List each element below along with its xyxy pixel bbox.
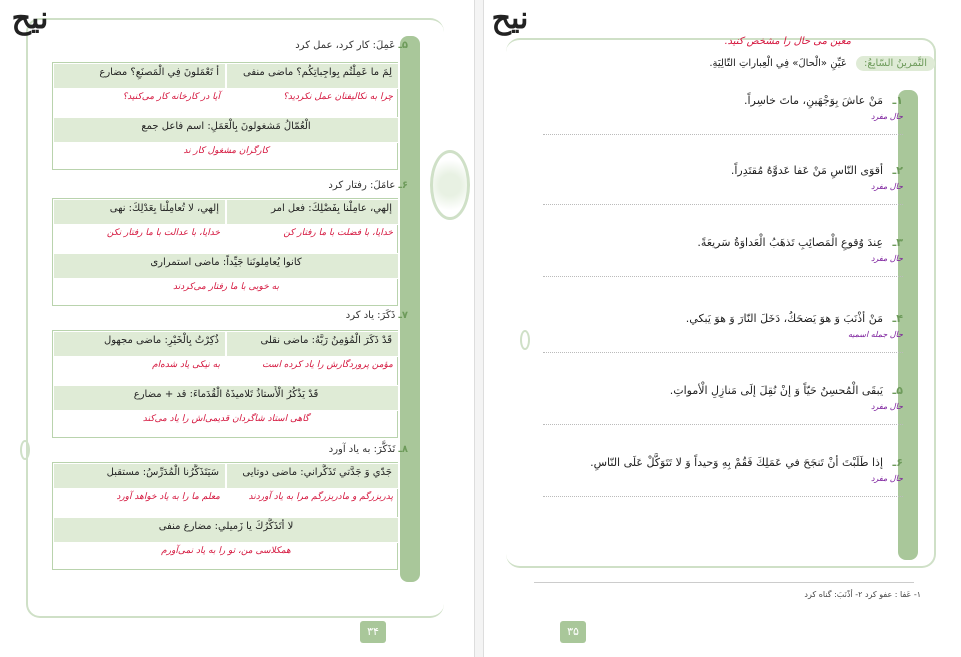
question-number: ۴ـ [892,312,903,325]
question-item [523,456,903,483]
table-cell-arabic: لِمَ ما عَمِلْتُم بِواجِباتِكُم؟ ماضی منفی [226,63,399,89]
table-cell-persian: به نیکی یاد شده‌ام [152,360,220,370]
question-answer: حال مفرد [870,182,903,191]
question-answer: حال مفرد [870,402,903,411]
table-cell-arabic: إلهي، لا تُعامِلْنا بِعَدْلِكَ: نهی [53,199,226,225]
table-cell-arabic: قَدْ يَذْكُرُ الْأُستاذُ تَلاميذَهُ الْقُدَماءَ: قد + مضارع [53,385,399,411]
handwritten-note: معین می حال را مشخص کنید. [724,36,851,47]
section-7-table [52,330,398,438]
question-answer: حال مفرد [870,254,903,263]
table-cell-persian: آیا در کارخانه کار می‌کنید؟ [122,92,220,102]
table-cell-arabic: إلهي، عامِلْنا بِفَضْلِكَ: فعل امر [226,199,399,225]
table-cell-arabic: الْعُمّالُ مَشغولونَ بِالْعَمَلِ: اسم فاعل جمع [53,117,399,143]
footnote-divider [534,582,914,583]
question-text: يَبقَى الْمُحسِنُ حَيّاً وَ إنْ نُقِلَ إلَى مَنازِلِ الْأمواتِ. [669,384,884,397]
question-text: مَنْ عاشَ بِوَجْهَينِ، ماتَ خاسِراً. [743,94,884,107]
question-item [523,164,903,191]
left-page [0,0,474,657]
question-answer: حال مفرد [870,112,903,121]
question-text: عِندَ وُقوعِ الْمَصائِبِ تَذهَبُ الْعَداوَةُ سَريعَةً. [697,236,884,249]
section-8-head [329,444,408,455]
exercise-title [709,56,935,71]
section-5-table [52,62,398,170]
question-number: ۵ـ [892,384,903,397]
section-title: عامَلَ: رفتار کرد [328,180,396,191]
section-title: عَمِلَ: کار کرد، عمل کرد [295,40,396,51]
section-title: تَذَكَّرَ: به یاد آورد [328,444,396,455]
question-text: مَنْ أذْنَبَ وَ هوَ يَضحَكُ، دَخَلَ النّارَ وَ هوَ يَبكي. [685,312,884,325]
question-item [523,312,903,339]
section-number: ۶ـ [398,180,408,191]
section-6-table [52,198,398,306]
section-5-head [295,40,408,51]
small-ornament-icon [20,440,30,460]
table-cell-persian: گاهی استاد شاگردان قدیمی‌اش را یاد می‌کند [142,414,310,424]
section-number: ۸ـ [398,444,408,455]
answer-line [543,424,903,425]
table-cell-persian: معلم ما را به یاد خواهد آورد [116,492,220,502]
question-number: ۶ـ [892,456,903,469]
exercise-tag: التَّمرينُ السّابِعُ: [856,56,935,71]
question-number: ۱ـ [892,94,903,107]
section-7-head [346,310,408,321]
section-number: ۵ـ [398,40,408,51]
table-cell-persian: چرا به نکالیفتان عمل نکردید؟ [283,92,393,102]
book-gutter [474,0,484,657]
question-text: أقوَى النّاسِ مَنْ عَفا عَدوَّهُ مُقتَدِراً. [730,164,884,177]
answer-line [543,134,903,135]
table-cell-arabic: سَيَتَذَكَّرُنا الْمُدَرِّسُ: مستقبل [53,463,226,489]
section-6-head [328,180,408,191]
question-item [523,384,903,411]
question-item [523,236,903,263]
question-number: ۲ـ [892,164,903,177]
answer-line [543,496,903,497]
question-text: إذا طَلَبْتَ أنْ تَنجَحَ في عَمَلِكَ فَقُمْ بِهِ وَحيداً وَ لا تَتَوَكَّلْ عَلَى النّاسِ. [590,456,884,469]
ornament-icon [430,150,470,220]
footnote: ۱- عَفا : عفو کرد ۲- أذْنَبَ: گناه کرد [804,590,921,599]
answer-line [543,276,903,277]
exercise-instruction: عَيِّنِ «الْحالَ» فِي الْعِباراتِ التّالِيَةِ. [709,58,847,69]
table-cell-persian: پدربزرگم و مادربزرگم مرا به یاد آوردند [248,492,393,502]
answer-line [543,204,903,205]
table-cell-persian: همکلاسی من، تو را به یاد نمی‌آورم [161,546,291,556]
section-8-table [52,462,398,570]
answer-line [543,352,903,353]
question-answer: حال مفرد [870,474,903,483]
page-number: ۳۵ [560,621,586,643]
question-answer: حال جمله اسمیه [847,330,903,339]
section-title: ذَكَرَ: یاد کرد [345,310,396,321]
table-cell-arabic: لا أتَذَكَّرُكَ يا زَميلي: مضارع منفی [53,517,399,543]
left-green-bar [400,36,420,582]
table-cell-arabic: جَدّي وَ جَدَّتي تَذَكَّراني: ماضی دوتایی [226,463,399,489]
section-number: ۷ـ [398,310,408,321]
table-cell-arabic: أ تَعْمَلونَ فِي الْمَصنَعِ؟ مضارع [53,63,226,89]
table-cell-arabic: ذُكِرْتُ بِالْخَيْرِ: ماضی مجهول [53,331,226,357]
table-cell-persian: به خوبی با ما رفتار می‌کردند [173,282,279,292]
table-cell-persian: کارگران مشغول کار ند [183,146,269,156]
question-number: ۳ـ [892,236,903,249]
page-number: ۳۴ [360,621,386,643]
logo-icon: نيح [11,1,49,36]
table-cell-persian: خدایا، با عدالت با ما رفتار نکن [106,228,220,238]
table-cell-arabic: كانوا يُعامِلونَنا جَيِّداً: ماضی استمراری [53,253,399,279]
table-cell-persian: خدایا، با فضلت با ما رفتار کن [283,228,393,238]
table-cell-arabic: قَدْ ذَكَرَ الْمُؤمِنُ رَبَّهُ: ماضی نقلی [226,331,399,357]
right-page [484,0,961,657]
question-item [523,94,903,121]
logo-icon: نيح [491,1,529,36]
table-cell-persian: مؤمن پروردگارش را یاد کرده است [262,360,393,370]
